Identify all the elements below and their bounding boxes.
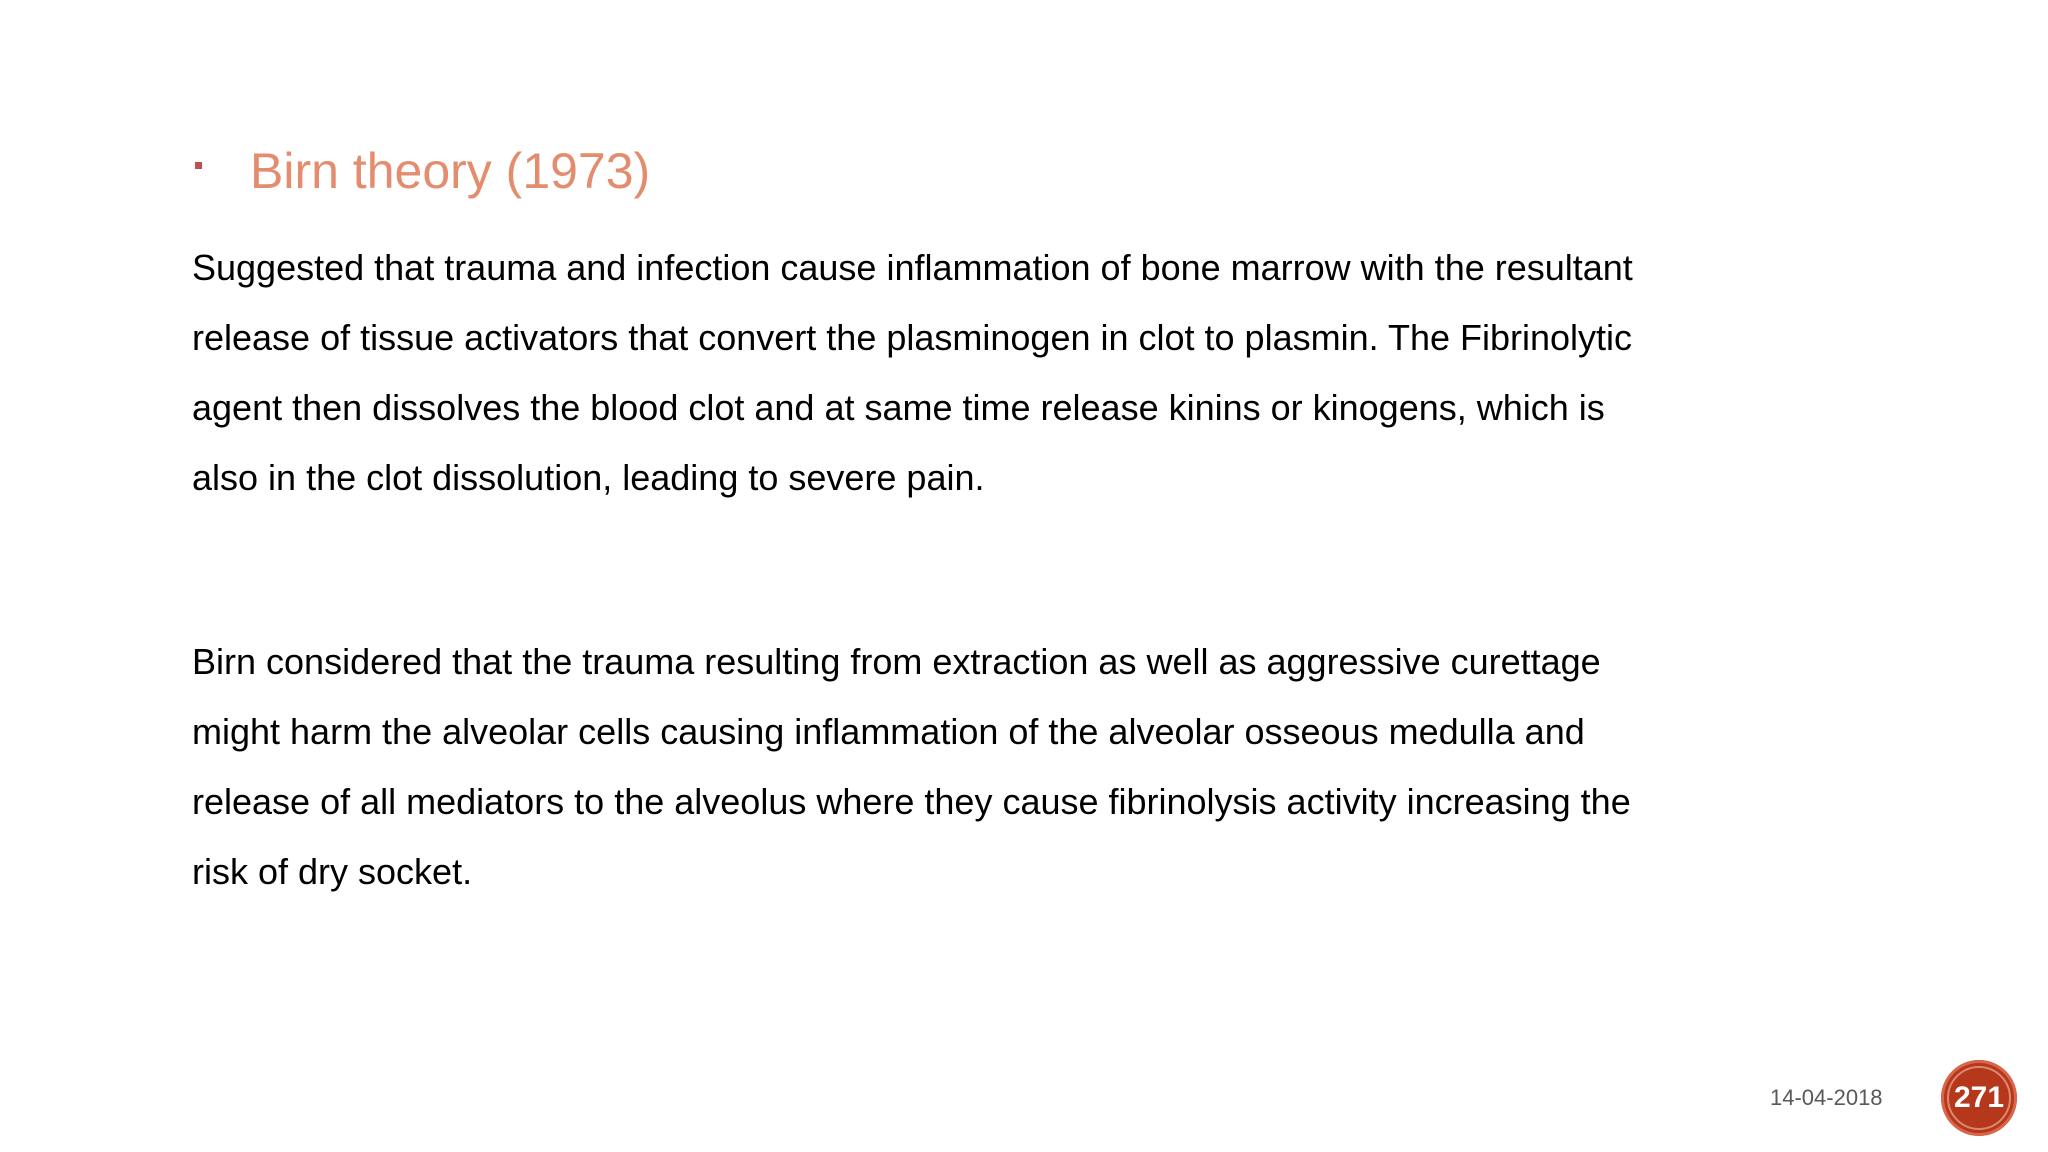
paragraph-line: release of all mediators to the alveolus where they cause fibrinolysis activity increasing the [192, 781, 1631, 822]
paragraph-2 [192, 627, 1792, 907]
footer-date: 14-04-2018 [1770, 1085, 1883, 1110]
page-number-badge [1941, 1060, 2017, 1136]
bullet-square-icon [195, 162, 202, 169]
paragraph-line: Suggested that trauma and infection cause inflammation of bone marrow with the resultant [192, 247, 1633, 288]
paragraph-line: might harm the alveolar cells causing inflammation of the alveolar osseous medulla and [192, 711, 1585, 752]
paragraph-line: Birn considered that the trauma resulting from extraction as well as aggressive curettage [192, 641, 1601, 682]
paragraph-line: release of tissue activators that convert the plasminogen in clot to plasmin. The Fibrinolytic [192, 317, 1633, 358]
slide-title: Birn theory (1973) [250, 143, 651, 199]
paragraph-line: risk of dry socket. [192, 851, 473, 892]
paragraph-line: also in the clot dissolution, leading to severe pain. [192, 457, 985, 498]
paragraph-1 [192, 233, 1792, 513]
page-number: 271 [1953, 1081, 2005, 1114]
paragraph-line: agent then dissolves the blood clot and at same time release kinins or kinogens, which is [192, 387, 1605, 428]
